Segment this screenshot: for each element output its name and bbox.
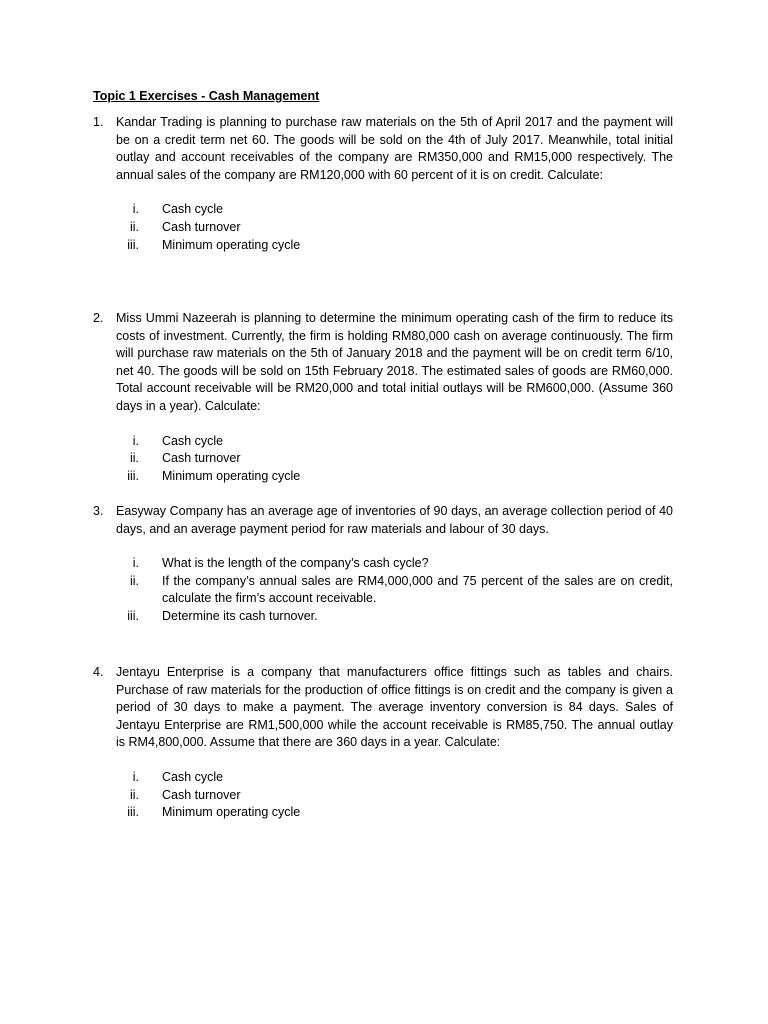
question-3	[93, 503, 673, 642]
sub-question	[93, 787, 673, 805]
sub-question	[93, 804, 673, 822]
question-number: 2.	[93, 311, 104, 325]
question-text: Miss Ummi Nazeerah is planning to determine the minimum operating cash of the firm to reduce its costs of investment. Currently, the firm is holding RM80,000 cash on average continuously. The firm will purchase raw materials on the 5th of January 2018 and the payment will be on credit term 6/10, net 40. The goods will be sold on 15th February 2018. The estimated sales of goods are RM60,000. Total account receivable will be RM20,000 and total initial outlays will be RM600,000. (Assume 360 days in a year). Calculate:	[116, 311, 673, 413]
sub-question-number: i.	[132, 433, 139, 448]
sub-question-text: Cash cycle	[162, 769, 224, 784]
question-number: 1.	[93, 115, 104, 129]
sub-question-list	[93, 201, 673, 254]
sub-question-number: i.	[132, 769, 139, 784]
question-number: 4.	[93, 665, 104, 679]
sub-question	[93, 608, 673, 626]
document-title: Topic 1 Exercises - Cash Management	[93, 89, 320, 103]
sub-question-text: Minimum operating cycle	[162, 805, 301, 820]
sub-question	[93, 450, 673, 468]
sub-question-number: ii.	[129, 573, 139, 588]
sub-question	[93, 237, 673, 255]
sub-question-number: iii.	[127, 468, 139, 483]
sub-question	[93, 573, 673, 608]
sub-question-text: If the company’s annual sales are RM4,000,000 and 75 percent of the sales are on credit, calculate the firm’s account receivable.	[162, 573, 673, 606]
question-1	[93, 114, 673, 270]
sub-question-text: Cash turnover	[162, 451, 241, 466]
sub-question-list	[93, 769, 673, 822]
sub-question-text: Determine its cash turnover.	[162, 608, 318, 623]
question-number: 3.	[93, 504, 104, 518]
sub-question-text: Minimum operating cycle	[162, 468, 301, 483]
sub-question-number: i.	[132, 202, 139, 217]
sub-question	[93, 433, 673, 451]
sub-question-number: iii.	[127, 237, 139, 252]
sub-question	[93, 201, 673, 219]
sub-question-text: Cash cycle	[162, 433, 224, 448]
question-2	[93, 310, 673, 501]
sub-question-number: iii.	[127, 805, 139, 820]
sub-question	[93, 769, 673, 787]
sub-question	[93, 555, 673, 573]
sub-question	[93, 219, 673, 237]
sub-question-number: i.	[132, 556, 139, 571]
question-text: Easyway Company has an average age of inventories of 90 days, an average collection period of 40 days, and an average payment period for raw materials and labour of 30 days.	[116, 504, 673, 536]
question-text: Kandar Trading is planning to purchase raw materials on the 5th of April 2017 and the payment will be on a credit term net 60. The goods will be sold on the 4th of July 2017. Meanwhile, total initial outlay and account receivables of the company are RM350,000 and RM15,000 respectively. The annual sales of the company are RM120,000 with 60 percent of it is on credit. Calculate:	[116, 115, 673, 182]
sub-question-number: ii.	[129, 219, 139, 234]
sub-question-list	[93, 433, 673, 486]
sub-question-number: iii.	[127, 608, 139, 623]
question-text: Jentayu Enterprise is a company that manufacturers office fittings such as tables and chairs. Purchase of raw materials for the production of office fittings is on credit and the company is given a period of 30 days to make a payment. The average inventory conversion is 84 days. Sales of Jentayu Enterprise are RM1,500,000 while the account receivable is RM85,750. The annual outlay is RM4,800,000. Assume that there are 360 days in a year. Calculate:	[116, 665, 673, 750]
sub-question	[93, 468, 673, 486]
question-4	[93, 664, 673, 838]
sub-question-text: Cash turnover	[162, 219, 241, 234]
sub-question-number: ii.	[129, 451, 139, 466]
sub-question-list	[93, 555, 673, 625]
sub-question-text: Cash cycle	[162, 202, 224, 217]
sub-question-text: What is the length of the company’s cash cycle?	[162, 556, 429, 571]
sub-question-number: ii.	[129, 787, 139, 802]
sub-question-text: Minimum operating cycle	[162, 237, 301, 252]
sub-question-text: Cash turnover	[162, 787, 241, 802]
